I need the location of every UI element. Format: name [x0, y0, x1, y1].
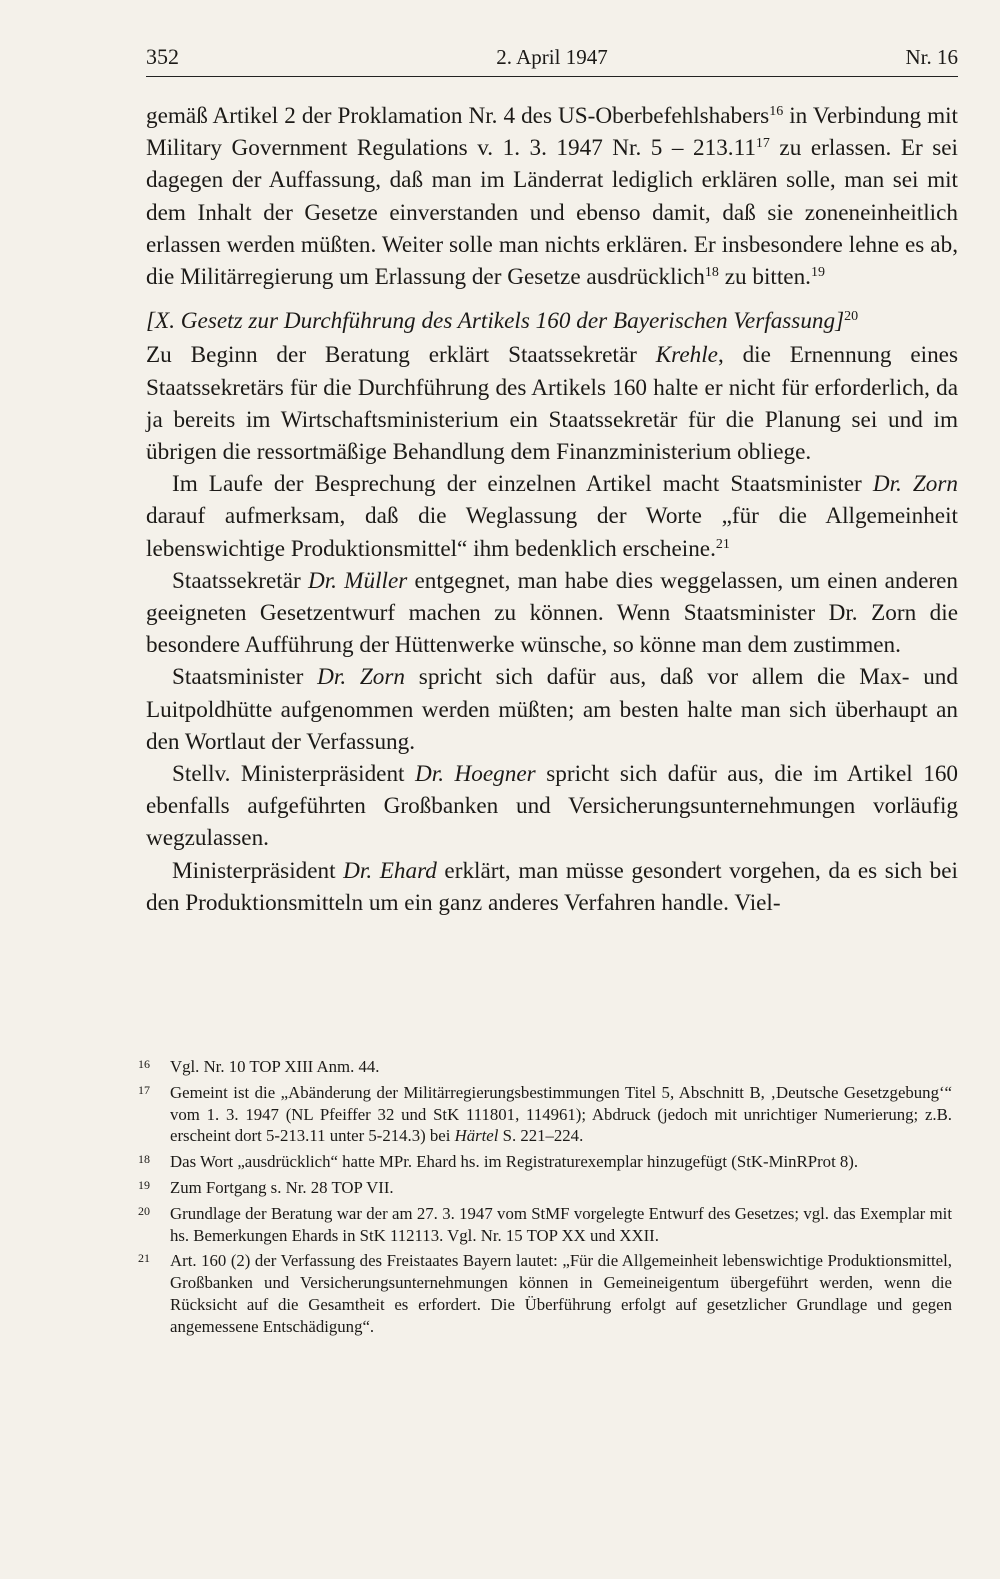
paragraph: Im Laufe der Besprechung der einzelnen Artikel macht Staatsminister Dr. Zorn darauf aufmerksam, daß die Weglassung der Worte „für die Allgemeinheit lebenswichtige Produktionsmittel“ ihm bedenklich erscheine.$^{21}$	[146, 471, 958, 562]
paragraph: Staatssekretär Dr. Müller entgegnet, man habe dies weggelassen, um einen anderen geeigneten Gesetzentwurf machen zu können. Wenn Staatsminister Dr. Zorn die besondere Aufführung der Hüttenwerke wünsche, so könne man dem zustimmen.	[146, 567, 959, 659]
paragraph: Staatsminister Dr. Zorn spricht sich dafür aus, daß vor allem die Max- und Luitpoldhütte aufgenommen werden müßten; am besten halte man sich überhaupt an den Wortlaut der Verfassung.	[146, 664, 958, 755]
speaker-name: Dr. Zorn	[317, 664, 406, 691]
footnote: 18 Das Wort „ausdrücklich“ hatte MPr. Ehard hs. im Registraturexemplar hinzugefügt (StK-MinRProt 8).	[146, 1151, 952, 1173]
speaker-name: Dr. Zorn	[872, 471, 958, 498]
paragraph: Zu Beginn der Beratung erklärt Staatssekretär Krehle, die Ernennung eines Staatssekretärs für die Durchführung des Artikels 160 halte er nicht für erforderlich, da ja bereits im Wirtschaftsministerium ein Staatssekretär für die Planung sei und im übrigen die ressortmäßige Behandlung dem Finanzministerium obliege.	[146, 342, 958, 466]
footnote-number: 16	[138, 1057, 150, 1071]
footnote: 16 Vgl. Nr. 10 TOP XIII Anm. 44.	[146, 1056, 952, 1078]
footnote-number: 21	[138, 1251, 150, 1266]
footnotes	[138, 1056, 952, 1342]
footnote-number: 19	[138, 1177, 150, 1192]
footnote-number: 18	[138, 1152, 150, 1167]
footnote: 21 Art. 160 (2) der Verfassung des Freistaates Bayern lautet: „Für die Allgemeinheit lebenswichtige Produktionsmittel, Großbanken und Versicherungsunternehmungen können in Gemeineigentum übergeführt werden, wenn die Rücksicht auf die Gesamtheit es erfordert. Die Überführung erfolgt auf gesetzlicher Grundlage und gegen angemessene Entschädigung“.	[146, 1250, 952, 1337]
speaker-name: Dr. Müller	[307, 567, 408, 594]
footnote-ref: 20	[844, 309, 859, 325]
footnote-ref: 21	[715, 536, 730, 552]
footnote-number: 20	[138, 1203, 150, 1218]
footnote-ref: 19	[810, 265, 825, 281]
footnote-ref: 18	[704, 265, 719, 281]
speaker-name: Dr. Hoegner	[415, 761, 536, 788]
issue-number: Nr. 16	[905, 45, 958, 69]
speaker-name: Krehle	[655, 342, 718, 369]
speaker-name: Dr. Ehard	[343, 857, 437, 884]
section-heading: [X. Gesetz zur Durchführung des Artikels 160 der Bayerischen Verfassung]$^{20}$	[146, 308, 859, 335]
paragraph: Stellv. Ministerpräsident Dr. Hoegner spricht sich dafür aus, die im Artikel 160 ebenfalls aufgeführten Großbanken und Versicherungsunternehmungen vorläufig wegzulassen.	[146, 761, 959, 852]
footnote: 17 Gemeint ist die „Abänderung der Militärregierungsbestimmungen Titel 5, Abschnitt B, ‚Deutsche Gesetzgebung‘“ vom 1. 3. 1947 (NL Pfeiffer 32 und StK 111801, 114961); Abdruck (jedoch mit unrichtiger Numerierung; z.B. erscheint dort 5-213.11 unter 5-214.3) bei Härtel S. 221–224.	[146, 1082, 952, 1147]
main-text	[146, 100, 958, 919]
footnote: 19 Zum Fortgang s. Nr. 28 TOP VII.	[146, 1177, 952, 1199]
footnote-ref: 16	[769, 104, 784, 119]
footnote: 20 Grundlage der Beratung war der am 27. 3. 1947 vom StMF vorgelegte Entwurf des Gesetzes; vgl. das Exemplar mit hs. Bemerkungen Ehards in StK 112113. Vgl. Nr. 15 TOP XX und XXII.	[146, 1203, 952, 1247]
page-number: 352	[146, 44, 179, 69]
running-header	[146, 40, 958, 77]
paragraph: Ministerpräsident Dr. Ehard erklärt, man müsse gesondert vorgehen, da es sich bei den Produktionsmitteln um ein ganz anderes Verfahren handle. Viel-	[146, 857, 958, 916]
paragraph: gemäß Artikel 2 der Proklamation Nr. 4 des US-Oberbefehlshabers$^{16}$ in Verbindung mit Military Government Regulations v. 1. 3. 1947 Nr. 5 – 213.11$^{17}$ zu erlassen. Er sei dagegen der Auffassung, daß man im Länderrat lediglich erklären solle, man sei mit dem Inhalt der Gesetze einverstanden und ebenso damit, daß sie zoneneinheitlich erlassen werden müßten. Weiter solle man nichts erklären. Er insbesondere lehne es ab, die Militärregierung um Erlassung der Gesetze ausdrücklich$^{18}$ zu bitten.$^{19}$	[146, 103, 958, 291]
header-date: 2. April 1947	[496, 45, 608, 69]
footnote-ref: 17	[755, 136, 770, 152]
footnote-number: 17	[138, 1082, 150, 1097]
